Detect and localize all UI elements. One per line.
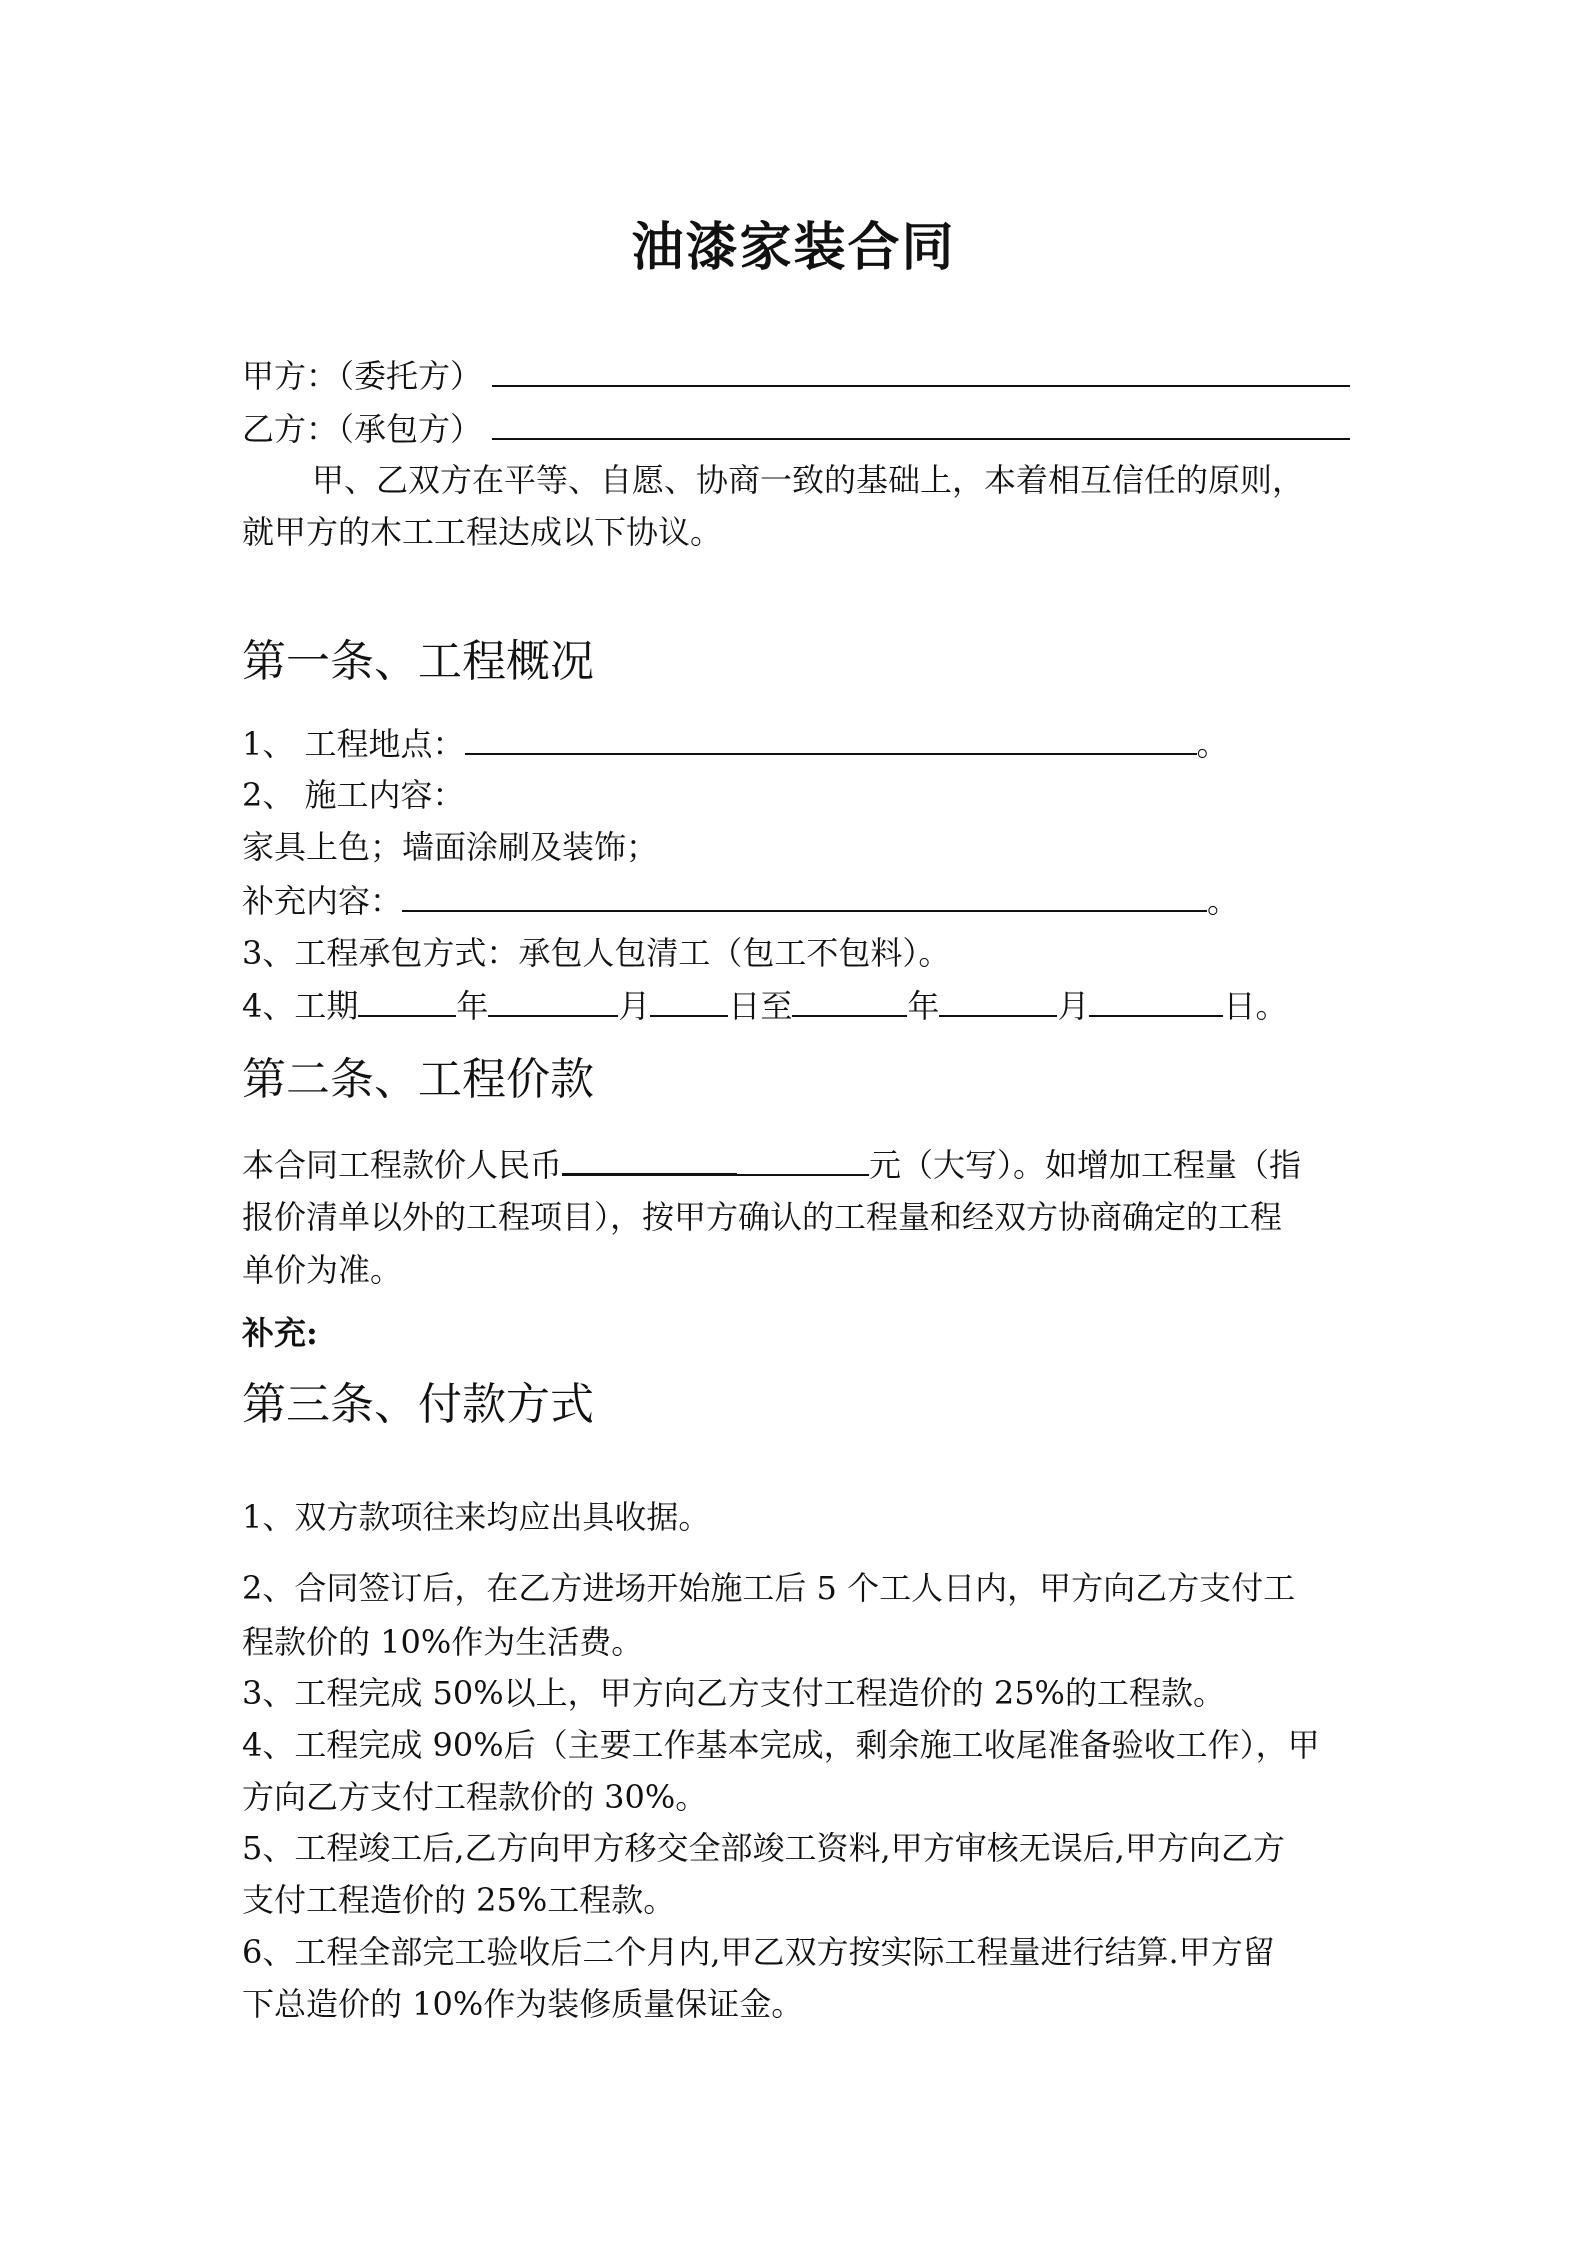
- intro-line-2: 就甲方的木工工程达成以下协议。: [242, 513, 723, 551]
- period-label: 4、工期: [242, 987, 359, 1025]
- payment-item-6-line-2: 下总造价的 10%作为装修质量保证金。: [242, 1985, 804, 2023]
- payment-item-2-line-2: 程款价的 10%作为生活费。: [242, 1623, 644, 1661]
- payment-item-6-line-1: 6、工程全部完工验收后二个月内,甲乙双方按实际工程量进行结算.甲方留: [242, 1933, 1275, 1971]
- contract-method: 3、工程承包方式：承包人包清工（包工不包料）。: [242, 934, 951, 972]
- price-amount-blank[interactable]: [562, 1143, 737, 1176]
- payment-item-1: 1、双方款项往来均应出具收据。: [242, 1498, 711, 1536]
- start-day-blank[interactable]: [650, 985, 728, 1017]
- end-day-blank[interactable]: [1089, 985, 1223, 1017]
- content-text: 家具上色；墙面涂刷及装饰；: [242, 828, 659, 866]
- period-line: [242, 985, 1287, 1026]
- content-label: 2、 施工内容：: [242, 776, 465, 814]
- supplement-blank[interactable]: [402, 880, 1207, 912]
- start-year-blank[interactable]: [358, 985, 456, 1017]
- supplement-label: 补充内容：: [242, 882, 403, 920]
- payment-item-3: 3、工程完成 50%以上，甲方向乙方支付工程造价的 25%的工程款。: [242, 1674, 1225, 1712]
- party-b-blank[interactable]: [492, 408, 1350, 440]
- intro-line-1: 甲、乙双方在平等、自愿、协商一致的基础上，本着相互信任的原则，: [312, 461, 1305, 499]
- day-end-label: 日。: [1223, 987, 1288, 1025]
- price-prefix: 本合同工程款价人民币: [242, 1146, 563, 1184]
- price-amount-blank-2[interactable]: [737, 1144, 869, 1176]
- payment-item-4-line-2: 方向乙方支付工程款价的 30%。: [242, 1778, 708, 1816]
- supplement-end: 。: [1207, 882, 1240, 920]
- day-to-label: 日至: [728, 987, 793, 1025]
- price-supplement-label: 补充:: [242, 1314, 318, 1352]
- year-label-2: 年: [907, 987, 940, 1025]
- payment-item-5-line-1: 5、工程竣工后,乙方向甲方移交全部竣工资料,甲方审核无误后,甲方向乙方: [242, 1829, 1285, 1867]
- end-year-blank[interactable]: [792, 985, 907, 1017]
- month-label-1: 月: [618, 987, 651, 1025]
- location-end: 。: [1196, 725, 1229, 763]
- article-1-heading: 第一条、工程概况: [242, 636, 594, 687]
- payment-item-4-line-1: 4、工程完成 90%后（主要工作基本完成，剩余施工收尾准备验收工作），甲: [242, 1726, 1320, 1764]
- start-month-blank[interactable]: [488, 985, 618, 1017]
- party-a-label: 甲方：（委托方）: [242, 357, 483, 395]
- year-label-1: 年: [456, 987, 489, 1025]
- price-suffix: 元（大写）。如增加工程量（指: [869, 1146, 1302, 1184]
- price-line-2: 报价清单以外的工程项目），按甲方确认的工程量和经双方协商确定的工程: [242, 1198, 1283, 1236]
- supplement-line: [242, 880, 1239, 921]
- payment-item-5-line-2: 支付工程造价的 25%工程款。: [242, 1881, 676, 1919]
- article-2-heading: 第二条、工程价款: [242, 1054, 594, 1105]
- end-month-blank[interactable]: [939, 985, 1057, 1017]
- location-line: [242, 723, 1229, 764]
- price-line-3: 单价为准。: [242, 1251, 403, 1289]
- article-3-heading: 第三条、付款方式: [242, 1379, 594, 1430]
- location-blank[interactable]: [465, 723, 1197, 755]
- party-a-blank[interactable]: [492, 355, 1350, 387]
- party-b-label: 乙方：（承包方）: [242, 410, 483, 448]
- party-b-line: [242, 408, 1350, 449]
- location-label: 1、 工程地点：: [242, 725, 465, 763]
- price-line-1: [242, 1143, 1301, 1185]
- page-title: 油漆家装合同: [631, 217, 956, 278]
- party-a-line: [242, 355, 1350, 396]
- month-label-2: 月: [1057, 987, 1090, 1025]
- payment-item-2-line-1: 2、合同签订后，在乙方进场开始施工后 5 个工人日内，甲方向乙方支付工: [242, 1569, 1296, 1607]
